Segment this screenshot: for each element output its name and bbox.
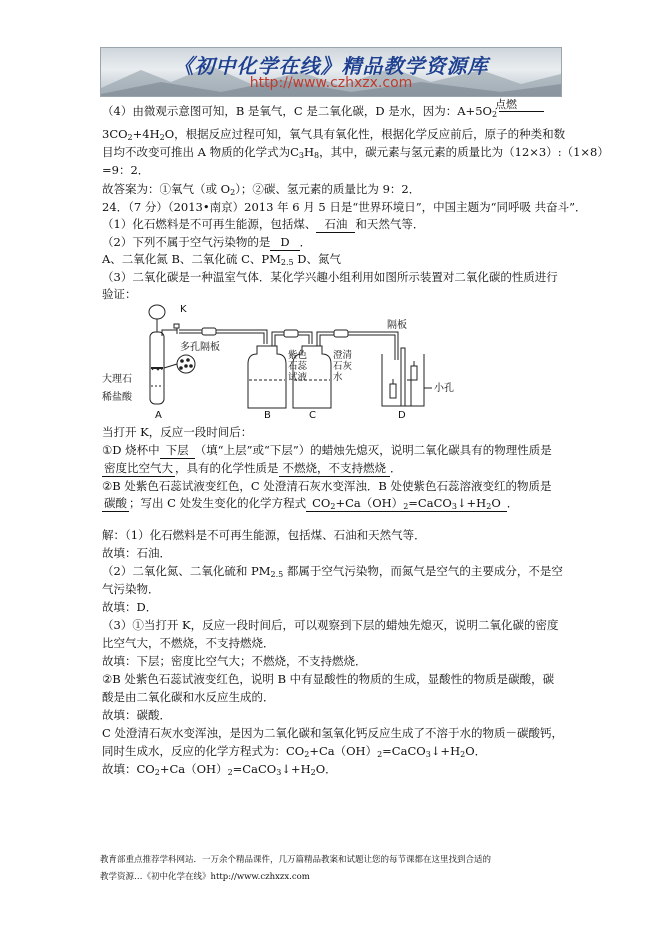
- text-line: ②B 处紫色石蕊试液变红色，C 处澄清石灰水变浑浊．B 处使紫色石蕊溶液变红的物质是: [102, 479, 552, 493]
- text-line: A、二氧化氮 B、二氧化硫 C、$PM_{2.5}$ D、氮气: [102, 252, 342, 267]
- answer-equation: $CO_2+Ca(OH)_2=CaCO_3↓+H_2O$: [306, 496, 507, 512]
- label-marble: 大理石: [102, 374, 132, 385]
- label-k: K: [180, 304, 187, 315]
- text-line: （1）化石燃料是不可再生能源，包括煤、 石油 和天然气等．: [102, 217, 425, 231]
- text-line: （4）由微观示意图可知，B 是氧气，C 是二氧化碳，D 是水，因为：$A+5O_2$: [102, 104, 544, 119]
- solution-line: 故填：石油．: [102, 546, 171, 560]
- funnel-bulb: [149, 305, 165, 319]
- text-line: 碳酸 ；写出 C 处发生变化的化学方程式 $CO_2+Ca(OH)_2=CaCO_3↓+H_2O$ ．: [104, 496, 519, 511]
- solution-line: ②B 处紫色石蕊试液变红色，说明 B 中有显酸性的物质的生成，显酸性的物质是碳酸，碳: [102, 672, 555, 686]
- text-line: 验证：: [102, 287, 137, 301]
- apparatus-figure: [102, 298, 462, 420]
- solution-line: 故填：碳酸．: [102, 708, 171, 722]
- partition-board: [401, 348, 405, 406]
- solution-line: 酸是由二氧化碳和水反应生成的．: [102, 690, 275, 704]
- footer-line: 教学资源…《初中化学在线》http://www.czhxzx.com: [100, 872, 310, 882]
- reaction-arrow: [499, 111, 544, 112]
- answer-blank: D: [270, 235, 299, 251]
- answer-blank: 不燃烧，不支持燃烧: [279, 461, 391, 477]
- porous-plate-inset: [177, 355, 195, 373]
- label-porous: 多孔隔板: [180, 342, 220, 353]
- header-url[interactable]: http://www.czhxzx.com: [249, 75, 413, 91]
- solution-line: C 处澄清石灰水变浑浊，是因为二氧化碳和氢氧化钙反应生成了不溶于水的物质－碳酸钙，: [102, 726, 563, 740]
- answer-blank: 下层: [160, 443, 195, 459]
- label-litmus: 紫色石蕊试液: [288, 350, 308, 383]
- text-line: 密度比空气大 ，具有的化学性质是 不燃烧，不支持燃烧 ．: [104, 461, 402, 475]
- reaction-condition: 点燃: [495, 98, 517, 111]
- solution-line: 解：（1）化石燃料是不可再生能源，包括煤、石油和天然气等．: [102, 528, 426, 542]
- text-line: =9：2．: [102, 163, 150, 177]
- solution-line: 比空气大，不燃烧，不支持燃烧．: [102, 636, 275, 650]
- answer-blank: 密度比空气大: [104, 461, 173, 475]
- footer-line: 教育部重点推荐学科网站．一万余个精品课件，几万篇精品教案和试题让您的每节课都在这里找到合适的: [100, 855, 492, 865]
- solution-line: 故填：下层；密度比空气大；不燃烧，不支持燃烧．: [102, 654, 367, 668]
- solution-line: 故填：$CO_2+Ca(OH)_2=CaCO_3↓+H_2O$．: [102, 762, 337, 777]
- label-d: D: [398, 410, 406, 420]
- text-line: 当打开 K，反应一段时间后：: [102, 425, 253, 439]
- text-line: （3）二氧化碳是一种温室气体．某化学兴趣小组利用如图所示装置对二氧化碳的性质进行: [102, 270, 558, 284]
- label-partition: 隔板: [387, 320, 407, 331]
- text-line: 目均不改变可推出 A 物质的化学式为$C_3H_8$，其中，碳元素与氢元素的质量比为（12×3）:（1×8）: [102, 145, 609, 160]
- label-acid: 稀盐酸: [102, 392, 132, 403]
- solution-line: 同时生成水，反应的化学方程式为：$CO_2+Ca(OH)_2=CaCO_3↓+H_2O$．: [102, 744, 487, 759]
- label-hole: 小孔: [434, 383, 454, 394]
- label-b: B: [264, 410, 271, 420]
- answer-blank: 碳酸: [104, 496, 127, 510]
- solution-line: 故填：D．: [102, 600, 158, 614]
- solution-line: （3）①当打开 K，反应一段时间后，可以观察到下层的蜡烛先熄灭，说明二氧化碳的密度: [102, 618, 559, 632]
- label-c: C: [309, 410, 316, 420]
- bottle-b: [248, 346, 286, 408]
- solution-line: 气污染物．: [102, 582, 160, 596]
- question-title: 24．（7 分）（2013•南京）2013 年 6 月 5 日是“世界环境日”，中国主题为“同呼吸 共奋斗”．: [102, 200, 587, 214]
- text-line: ①D 烧杯中 下层 （填“上层”或“下层”）的蜡烛先熄灭，说明二氧化碳具有的物理性质是: [102, 443, 552, 457]
- label-a: A: [155, 410, 162, 420]
- solution-line: （2）二氧化氮、二氧化硫和 $PM_{2.5}$ 都属于空气污染物，而氮气是空气的主要成分，不是空: [102, 564, 563, 579]
- text-line: 故答案为：①氧气（或 $O_2$）；②碳、氢元素的质量比为 9：2．: [102, 182, 421, 197]
- label-limewater: 澄清石灰水: [333, 350, 353, 383]
- answer-blank: 石油: [316, 217, 355, 233]
- text-line: $3CO_2+4H_2O$，根据反应过程可知，氧气具有氧化性，根据化学反应前后，原子的种类和数: [102, 127, 566, 142]
- header-banner: [100, 47, 562, 97]
- text-line: （2）下列不属于空气污染物的是 D ．: [102, 235, 312, 249]
- header-title: 《初中化学在线》精品教学资源库: [173, 54, 489, 78]
